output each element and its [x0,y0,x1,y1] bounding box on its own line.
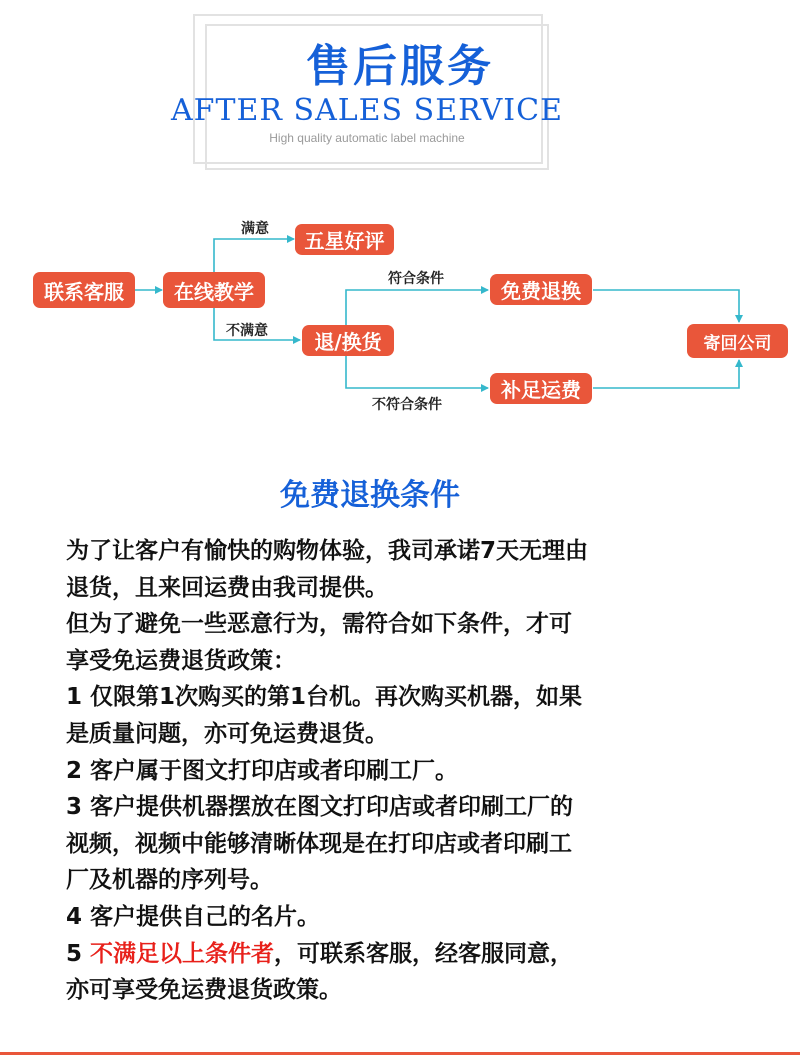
label-satisfied: 满意 [241,221,269,237]
text-line: 3 客户提供机器摆放在图文打印店或者印刷工厂的 [66,794,574,821]
text-line: 但为了避免一些恶意行为，需符合如下条件，才可 [66,611,572,638]
conditions-text [66,533,756,1009]
box-ship-back-company: 寄回公司 [687,324,788,358]
page-subtitle: High quality automatic label machine [269,131,465,145]
label-meets-conditions: 符合条件 [388,271,444,287]
text-line: 享受免运费退货政策： [66,647,296,674]
text-line: 1 仅限第1次购买的第1台机。再次购买机器，如果 [66,684,583,711]
box-contact-service: 联系客服 [33,272,135,308]
box-return-exchange: 退/换货 [302,325,394,356]
label-unsatisfied: 不满意 [226,323,268,339]
section-title: 免费退换条件 [280,478,460,513]
label-not-meets-conditions: 不符合条件 [372,397,442,413]
page-title: 售后服务 [306,41,494,92]
box-five-star-review: 五星好评 [295,224,394,255]
text-line: 视频，视频中能够清晰体现是在打印店或者印刷工 [66,830,572,857]
text-line: 为了让客户有愉快的购物体验，我司承诺7天无理由 [66,538,589,564]
arrow-meets-conditions [346,290,488,325]
text-line: 退货，且来回运费由我司提供。 [66,574,388,601]
arrow-free-to-company [593,290,739,322]
text-line: 4 客户提供自己的名片。 [66,903,321,930]
condition-5-number: 5 [66,940,91,967]
arrow-shipping-to-company [593,360,739,388]
box-pay-shipping: 补足运费 [490,373,592,404]
condition-5-highlight: 不满足以上条件者 [90,940,275,967]
flow-connectors [0,0,800,460]
arrow-not-meets-conditions [346,355,488,388]
text-line: 厂及机器的序列号。 [66,867,273,894]
text-line: 2 客户属于图文打印店或者印刷工厂。 [66,757,459,784]
text-line-condition-5 [66,936,756,973]
condition-5-rest: ，可联系客服，经客服同意， [274,940,574,967]
box-free-exchange: 免费退换 [490,274,592,305]
arrow-satisfied [214,239,294,272]
text-line: 是质量问题，亦可免运费退货。 [66,720,388,747]
page-title-english: AFTER SALES SERVICE [171,93,563,128]
text-line: 亦可享受免运费退货政策。 [66,977,342,1004]
box-online-teaching: 在线教学 [163,272,265,308]
